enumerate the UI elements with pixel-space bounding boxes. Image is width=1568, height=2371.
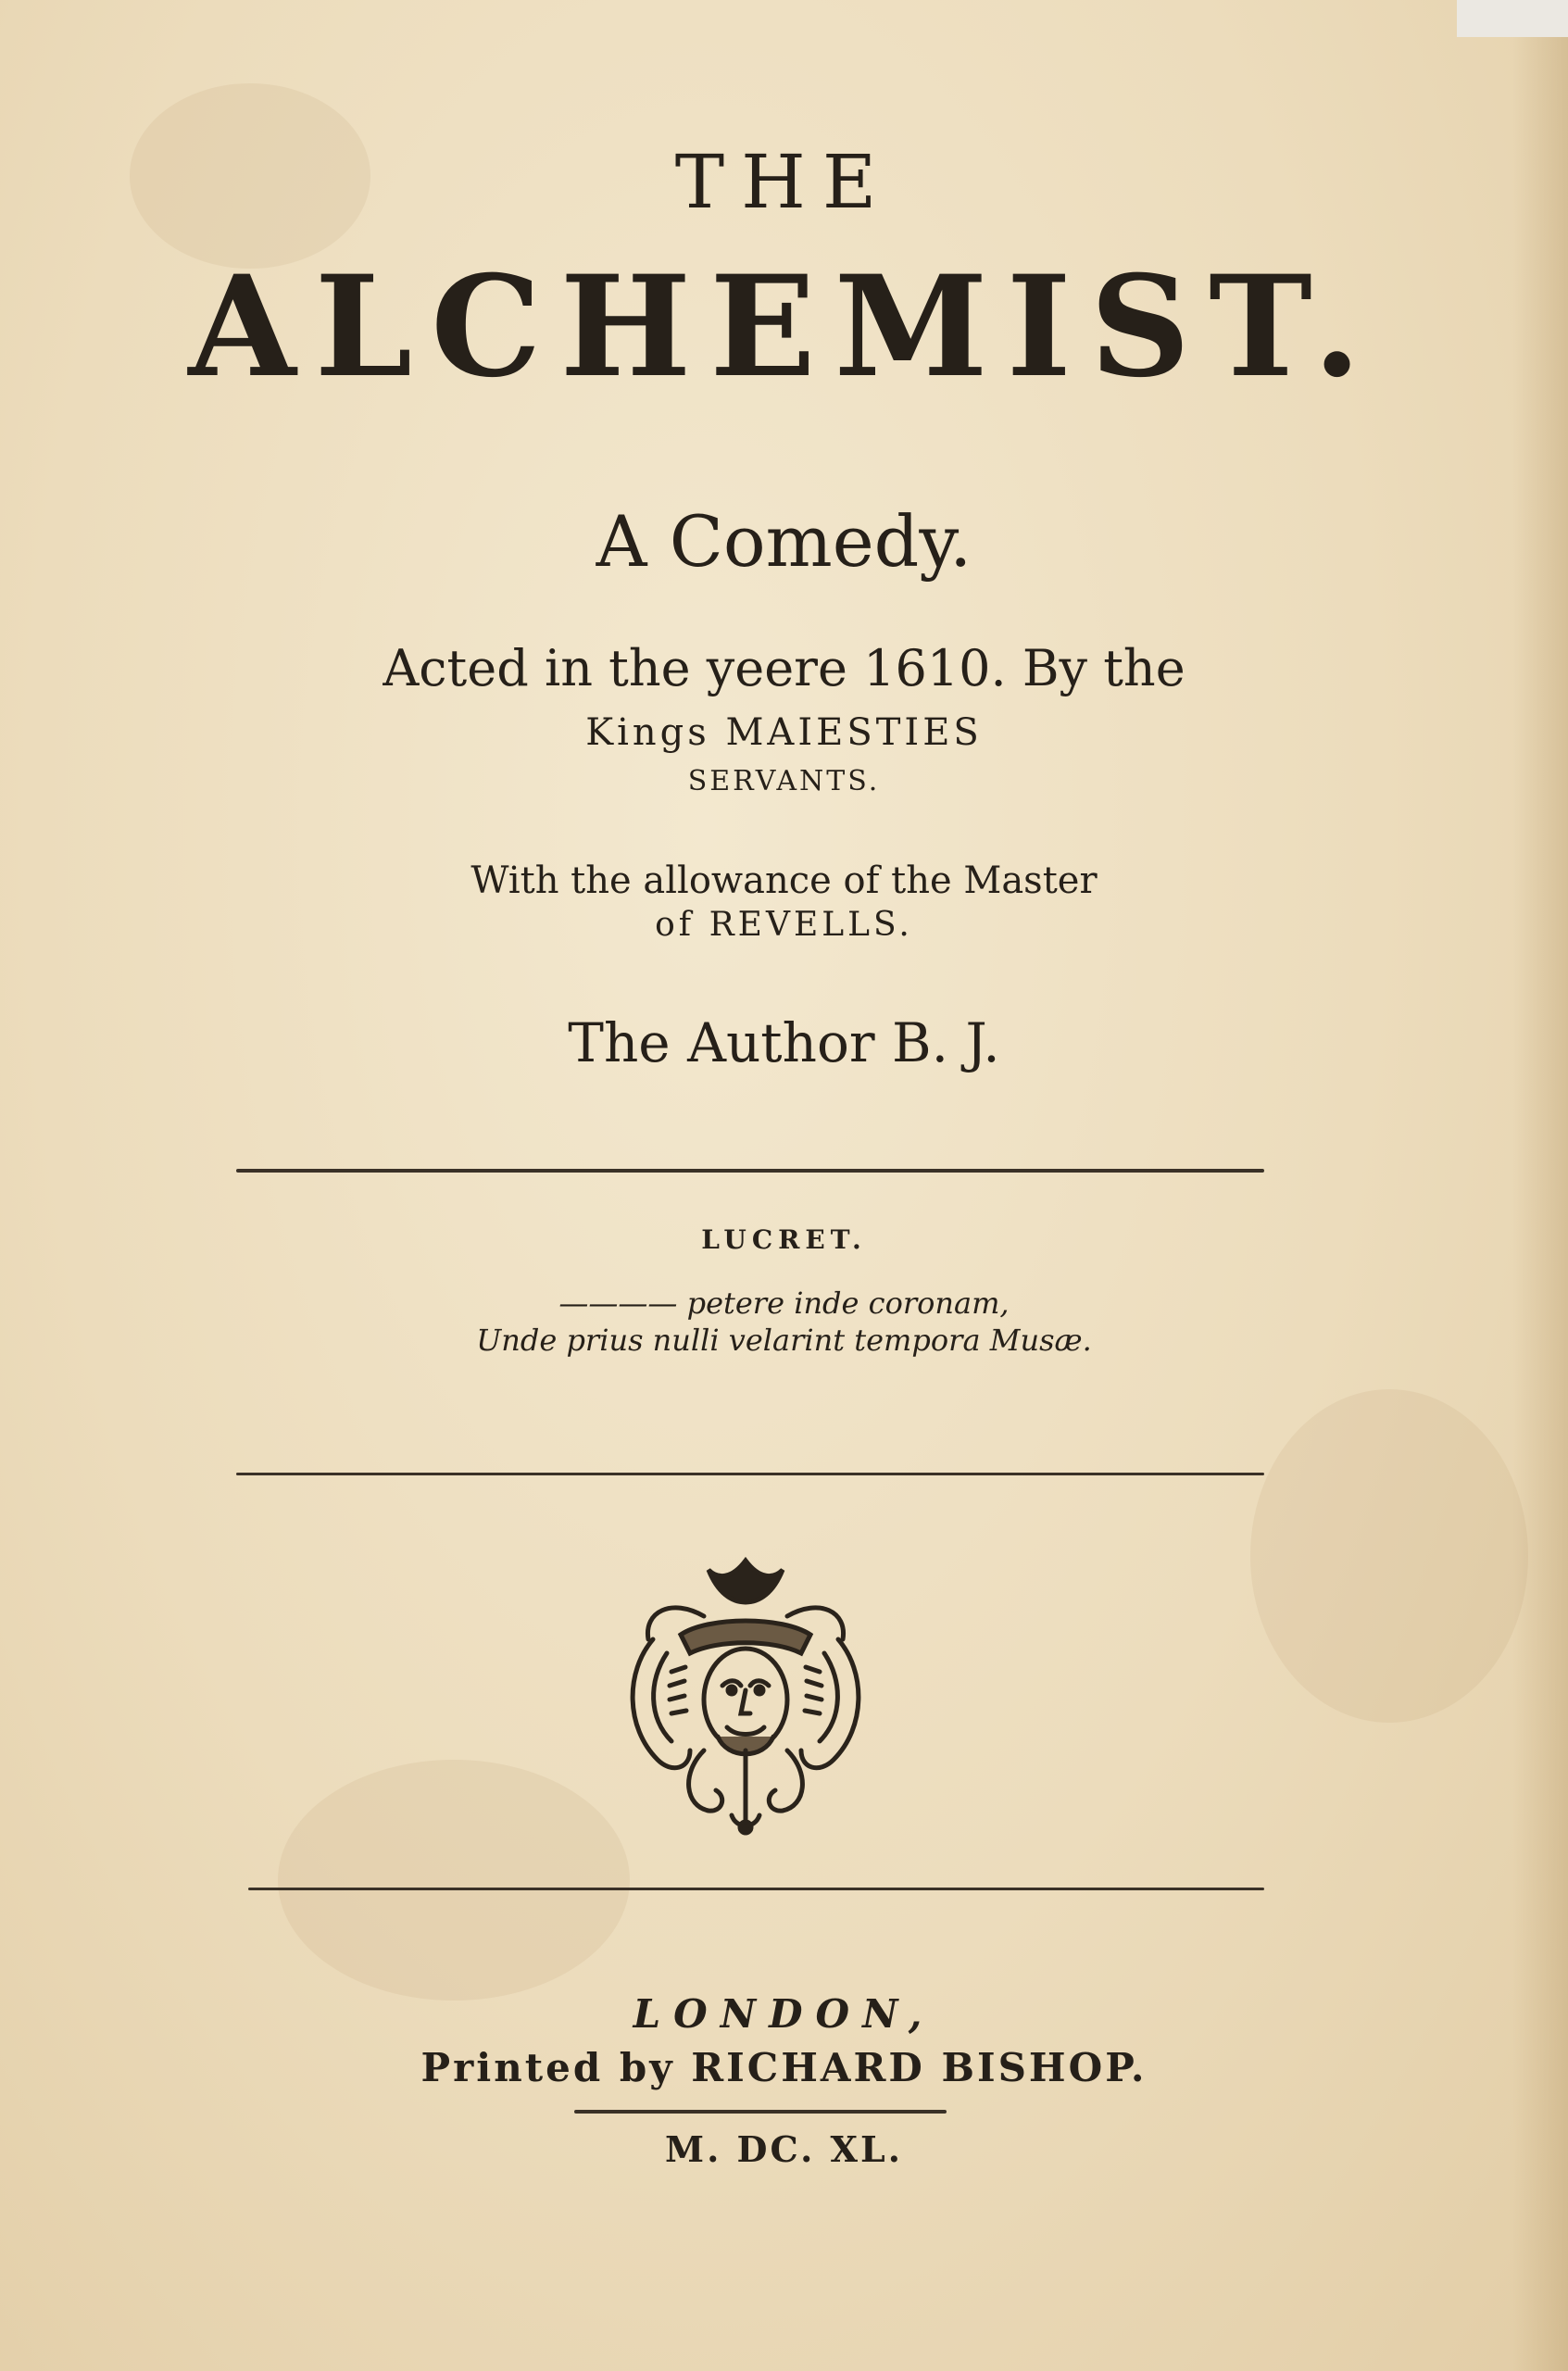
divider-rule bbox=[236, 1169, 1264, 1173]
paper-stain bbox=[278, 1760, 630, 2001]
divider-rule bbox=[236, 1473, 1264, 1475]
publication-date: M. DC. XL. bbox=[665, 2128, 903, 2170]
divider-rule bbox=[574, 2110, 947, 2114]
page-title: ALCHEMIST. bbox=[188, 245, 1380, 408]
allowance-line-2: of REVELLS. bbox=[655, 906, 913, 944]
title-article: THE bbox=[674, 139, 894, 225]
performance-note-line-2: Kings MAIESTIES bbox=[585, 711, 983, 754]
grotesque-mask-ornament-icon bbox=[616, 1551, 875, 1838]
paper-stain bbox=[1250, 1389, 1528, 1723]
allowance-line-1: With the allowance of the Master bbox=[470, 859, 1098, 902]
genre-subtitle: A Comedy. bbox=[596, 500, 972, 583]
performance-note-line-3: SERVANTS. bbox=[687, 765, 881, 797]
imprint-printer: Printed by RICHARD BISHOP. bbox=[420, 2045, 1148, 2090]
motto-source: LUCRET. bbox=[701, 1224, 867, 1255]
author-credit: The Author B. J. bbox=[568, 1011, 1000, 1074]
performance-note-line-1: Acted in the yeere 1610. By the bbox=[383, 639, 1185, 697]
divider-rule bbox=[248, 1888, 1264, 1890]
motto-line-2: Unde prius nulli velarint tempora Musæ. bbox=[476, 1323, 1092, 1358]
page-corner bbox=[1457, 0, 1568, 37]
imprint-city: LONDON, bbox=[633, 1991, 935, 2037]
motto-line-1: ———— petere inde coronam, bbox=[558, 1286, 1010, 1321]
